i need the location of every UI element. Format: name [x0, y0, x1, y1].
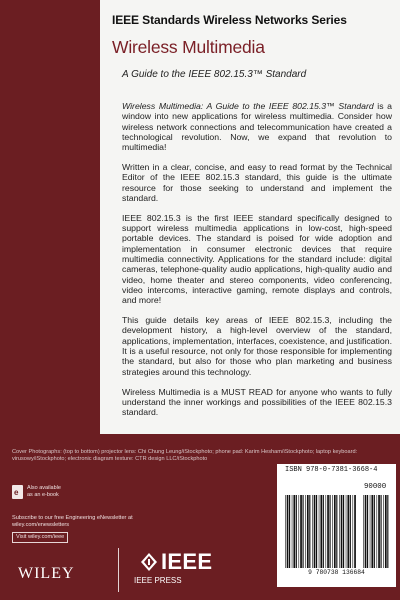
paragraph-1 — [122, 101, 392, 152]
barcode-bar — [307, 495, 309, 568]
barcode-bar — [292, 495, 293, 568]
isbn-text: ISBN 978-0-7381-3668-4 — [285, 466, 378, 474]
ebook-notice — [12, 485, 132, 501]
barcode-digits: 9 780738 136684 — [308, 569, 365, 576]
barcode-bar — [300, 495, 302, 568]
barcode-bar — [314, 495, 316, 568]
book-title: Wireless Multimedia — [112, 37, 265, 57]
barcode-bar — [320, 495, 322, 568]
barcode-bar — [316, 495, 317, 568]
barcode-bar — [332, 495, 333, 568]
ebook-line-1: Also available — [27, 485, 61, 491]
book-subtitle: A Guide to the IEEE 802.15.3™ Standard — [122, 69, 307, 80]
barcode-bar — [330, 495, 331, 568]
barcode-bar — [293, 495, 295, 568]
barcode-bar — [363, 495, 364, 568]
barcode-bar — [336, 495, 337, 568]
series-heading: IEEE Standards Wireless Networks Series — [112, 13, 347, 27]
barcode-bar — [353, 495, 354, 568]
barcode-addon — [363, 495, 391, 568]
paragraph-3: IEEE 802.15.3 is the first IEEE standard specifically designed to support wireless multimedia applications in low-cost, high-speed portable devices. The standard is poised for wide adoption and implementation in consumer electronic devices that require multimedia connectivity. Applications for the standard include: digital cameras, telephone-quality audio applications, high-quality audio and video, home theater and stereo components, video conferencing, video intercoms, interactive gaming, remote displays and controls, and more! — [122, 212, 392, 306]
barcode-main — [285, 495, 357, 568]
barcode-bar — [327, 495, 329, 568]
description-text — [122, 101, 392, 427]
ebook-text — [27, 485, 61, 499]
barcode-bar — [374, 495, 375, 568]
ebook-line-2: as an e-book — [27, 492, 59, 498]
barcode-bar — [285, 495, 286, 568]
barcode-bar — [326, 495, 327, 568]
enewsletter-link[interactable]: wiley.com/enewsletters — [12, 522, 70, 529]
barcode-bar — [346, 495, 347, 568]
barcode-bar — [339, 495, 340, 568]
barcode-bar — [343, 495, 344, 568]
barcode-bar — [381, 495, 382, 568]
ieee-logo-text: IEEE — [161, 549, 213, 574]
barcode-bar — [371, 495, 373, 568]
paragraph-1-text: is a window into new applications for wireless multimedia. Consider how wireless network connections and telecommunication have created a technological revolution. Now, we expand that revolution to multimedia! — [122, 101, 392, 153]
price-code: 90000 — [364, 483, 387, 491]
barcode-bar — [299, 495, 300, 568]
barcode-bar — [309, 495, 310, 568]
barcode-bar — [377, 495, 378, 568]
barcode-bar — [354, 495, 356, 568]
barcode-bar — [385, 495, 387, 568]
barcode-bar — [305, 495, 306, 568]
barcode-bar — [387, 495, 388, 568]
barcode-bar — [287, 495, 289, 568]
paragraph-4: This guide details key areas of IEEE 802.15.3, including the development history, a high-level overview of the standard, applications, implementation, interfaces, coexistence, and justification. It is a useful resource, not only for those responsible for implementing the standard, but also for those who plan marketing and business strategies around this technology. — [122, 315, 392, 377]
ieee-press-label: IEEE PRESS — [134, 576, 182, 585]
barcode-bar — [365, 495, 367, 568]
enewsletter-line-1: Subscribe to our free Engineering eNewsletter at — [12, 515, 133, 521]
barcode-bar — [289, 495, 290, 568]
barcode-bar — [323, 495, 324, 568]
barcode-bar — [367, 495, 368, 568]
ebook-icon: e — [12, 485, 23, 499]
barcode-bar — [319, 495, 320, 568]
paragraph-1-title: Wireless Multimedia: A Guide to the IEEE 802.15.3™ Standard — [122, 101, 374, 111]
enewsletter-notice — [12, 515, 152, 530]
logo-divider — [118, 548, 119, 592]
barcode-block — [277, 464, 396, 587]
paragraph-2: Written in a clear, concise, and easy to read format by the Technical Editor of the IEEE 802.15.3 standard, this guide is the ultimate resource for those seeking to understand and implement the standard. — [122, 162, 392, 203]
paragraph-5: Wireless Multimedia is a MUST READ for anyone who wants to fully understand the inner workings and possibilities of the IEEE 802.15.3 standard. — [122, 386, 392, 418]
barcode-bar — [378, 495, 380, 568]
barcode-bar — [296, 495, 297, 568]
barcode-bar — [350, 495, 351, 568]
barcode-bar — [383, 495, 384, 568]
barcode-bar — [334, 495, 336, 568]
cover-photo-credits: Cover Photographs: (top to bottom) projector lens: Chi Chung Leung/iStockphoto; phone pad: Karim Hesham/iStockphoto; laptop keyboard: virusowy/iStockphoto; electronic diagram texture: CTR design LLC/iStockphoto — [12, 449, 358, 463]
wiley-logo: WILEY — [18, 565, 75, 582]
barcode-bar — [347, 495, 349, 568]
barcode-bar — [303, 495, 304, 568]
ieee-diamond-icon — [141, 553, 157, 571]
barcode-bar — [370, 495, 371, 568]
barcode-bar — [312, 495, 313, 568]
barcode-bar — [341, 495, 343, 568]
visit-wiley-link[interactable]: Visit wiley.com/ieee — [12, 532, 68, 543]
